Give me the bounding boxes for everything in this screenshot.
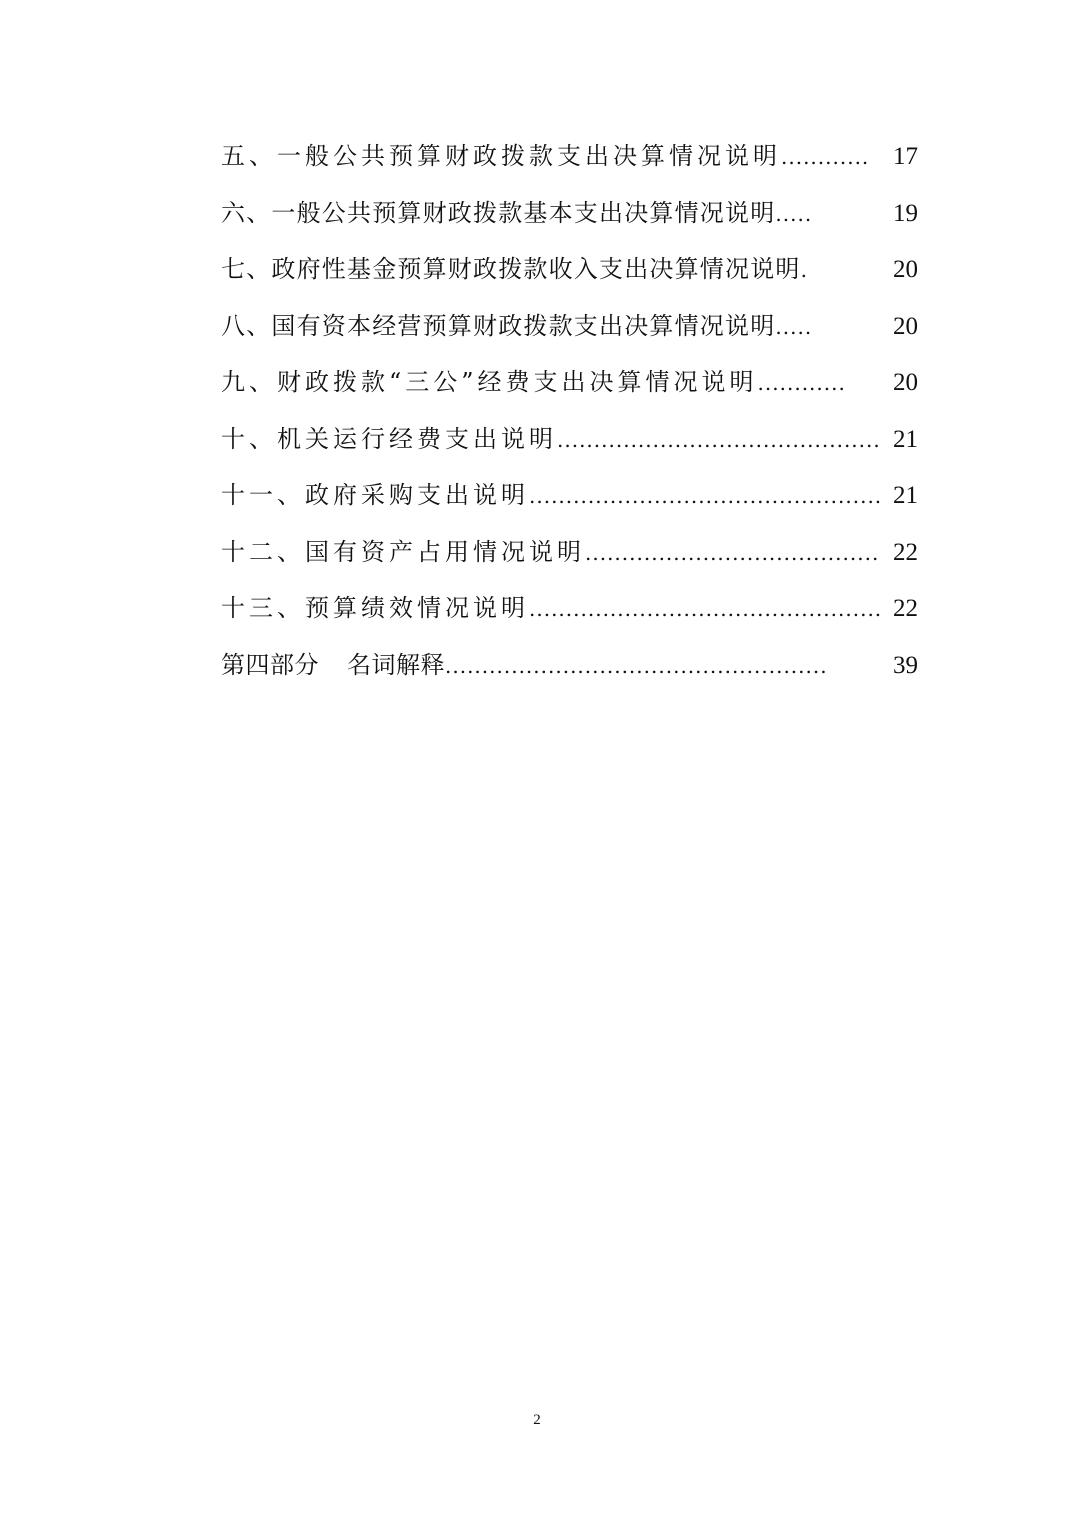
toc-page-number: 22 [893, 595, 918, 622]
toc-entry-7[interactable] [221, 241, 918, 298]
toc-page-number: 39 [893, 651, 918, 679]
toc-page-number: 21 [893, 425, 918, 453]
toc-dot-leader: ................................................ [529, 484, 883, 508]
toc-entry-title: 九、财政拨款“三公”经费支出决算情况说明 [221, 368, 758, 396]
toc-dot-leader: ................................................ [529, 597, 883, 621]
footer-page-number: 2 [533, 1412, 541, 1428]
toc-dot-leader: .................................................... [445, 653, 828, 678]
toc-dot-leader: ..... [775, 201, 813, 226]
toc-entry-9[interactable] [221, 354, 918, 411]
toc-entry-title: 十、机关运行经费支出说明 [221, 424, 557, 453]
toc-page-number: 22 [893, 538, 918, 566]
toc-entry-title: 六、一般公共预算财政拨款基本支出决算情况说明 [221, 198, 776, 227]
toc-entry-8[interactable] [221, 298, 918, 355]
toc-page-number: 17 [893, 143, 918, 170]
toc-part-label: 第四部分 [221, 650, 319, 679]
toc-entry-10[interactable] [221, 411, 918, 468]
toc-entry-13[interactable] [221, 580, 918, 637]
toc-entry-title: 十二、国有资产占用情况说明 [221, 537, 585, 566]
toc-page-number: 20 [893, 369, 918, 396]
toc-entry-5[interactable] [221, 128, 918, 185]
toc-entry-6[interactable] [221, 185, 918, 242]
toc-dot-leader: ............ [781, 145, 870, 169]
toc-page-number: 19 [893, 199, 918, 227]
toc-dot-leader: ........................................ [585, 540, 880, 565]
toc-part-title [221, 637, 445, 694]
toc-dot-leader: ............................................ [557, 427, 881, 452]
toc-dot-leader: ..... [775, 314, 813, 339]
toc-page-number: 20 [893, 312, 918, 340]
toc-part-name: 名词解释 [347, 650, 445, 679]
toc-entry-title: 八、国有资本经营预算财政拨款支出决算情况说明 [221, 311, 776, 340]
toc-entry-title: 五、一般公共预算财政拨款支出决算情况说明 [221, 142, 781, 170]
table-of-contents [221, 128, 918, 693]
toc-page-number: 21 [893, 482, 918, 509]
toc-entry-title: 十一、政府采购支出说明 [221, 481, 529, 509]
toc-entry-title: 十三、预算绩效情况说明 [221, 594, 529, 622]
toc-entry-title: 七、政府性基金预算财政拨款收入支出决算情况说明 [221, 255, 801, 283]
toc-entry-12[interactable] [221, 524, 918, 581]
toc-dot-leader: . [800, 258, 808, 282]
toc-dot-leader: ............ [757, 371, 846, 395]
toc-part-4[interactable] [221, 637, 918, 694]
toc-entry-11[interactable] [221, 467, 918, 524]
toc-page-number: 20 [893, 256, 918, 283]
